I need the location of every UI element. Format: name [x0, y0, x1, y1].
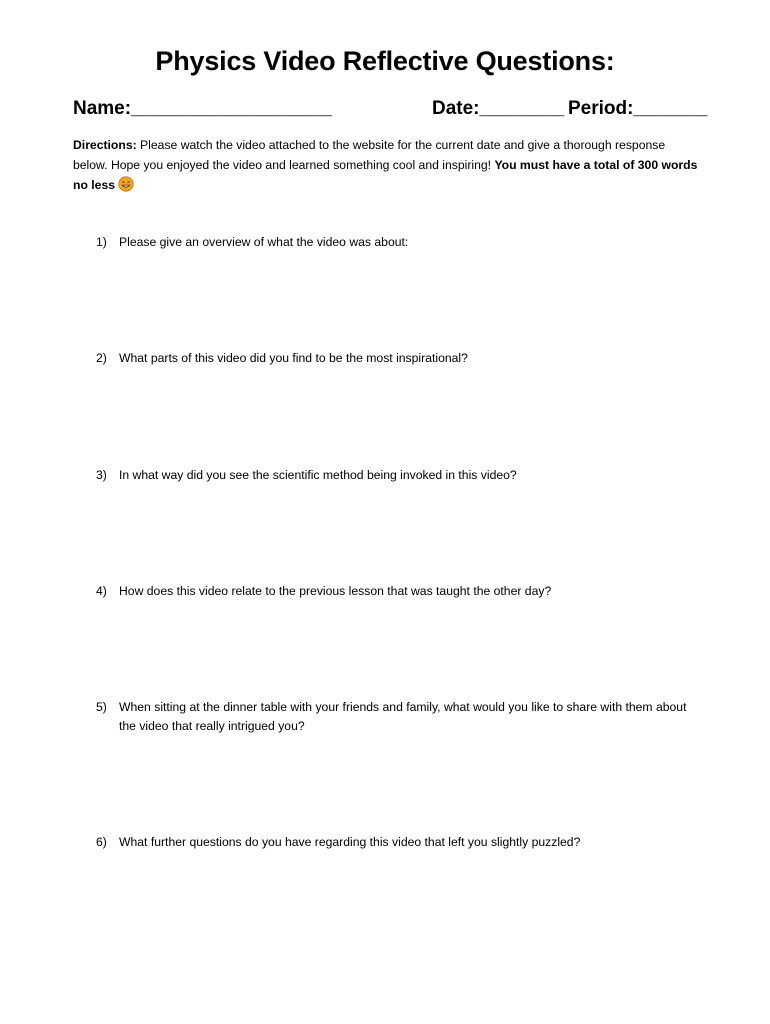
- question-4: [96, 582, 696, 601]
- directions-body: Please watch the video attached to the website for the current date and give a thorough response below. Hope you enjoyed the video and learned something cool and inspiring!: [73, 138, 666, 172]
- question-text: What further questions do you have regarding this video that left you slightly puzzled?: [119, 835, 581, 849]
- question-text: In what way did you see the scientific method being invoked in this video?: [119, 468, 517, 482]
- question-text: Please give an overview of what the video was about:: [119, 235, 409, 249]
- question-number: 2): [96, 351, 107, 365]
- question-2: [96, 349, 696, 368]
- period-field-label: Period:_______: [568, 98, 708, 119]
- name-field-label: Name:___________________: [73, 98, 332, 119]
- question-number: 5): [96, 700, 107, 714]
- question-text: When sitting at the dinner table with your friends and family, what would you like to share with them about the video that really intrigued you?: [119, 700, 687, 733]
- page-title: Physics Video Reflective Questions:: [155, 46, 615, 76]
- smiling-face-icon: [118, 176, 134, 192]
- directions-lead: Directions:: [73, 138, 137, 152]
- question-number: 4): [96, 584, 107, 598]
- question-6: [96, 833, 696, 852]
- question-5: [96, 698, 696, 736]
- date-field-label: Date:________: [432, 98, 565, 119]
- question-text: How does this video relate to the previous lesson that was taught the other day?: [119, 584, 552, 598]
- question-1: [96, 233, 696, 252]
- directions-paragraph: [73, 135, 703, 195]
- question-3: [96, 466, 696, 485]
- word-requirement: You must have a total of 300 words no less: [73, 158, 698, 192]
- question-text: What parts of this video did you find to be the most inspirational?: [119, 351, 468, 365]
- question-number: 6): [96, 835, 107, 849]
- question-number: 1): [96, 235, 107, 249]
- question-number: 3): [96, 468, 107, 482]
